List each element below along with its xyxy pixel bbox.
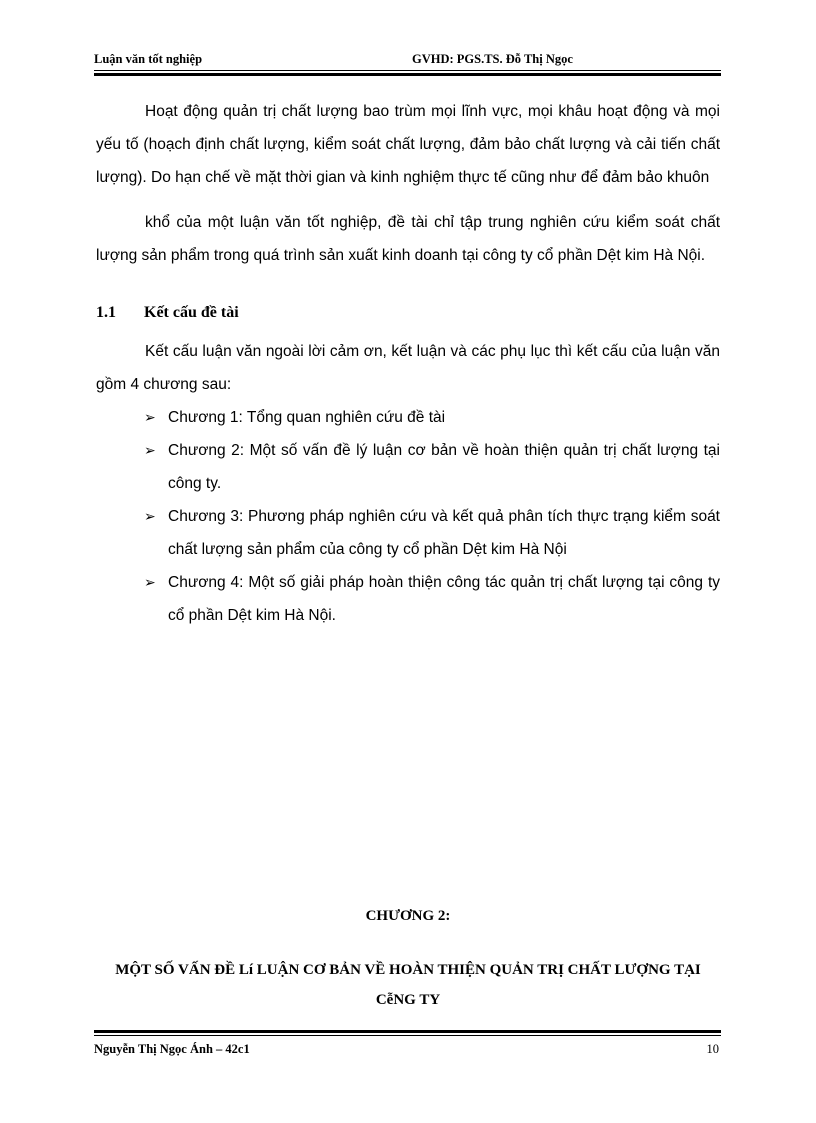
chapter-title: MỘT SỐ VẤN ĐỀ Lí LUẬN CƠ BẢN VỀ HOÀN THIỆN QUẢN TRỊ CHẤT LƯỢNG TẠI CễNG TY: [115, 962, 701, 1008]
chapter-label: CHƯƠNG 2:: [365, 908, 451, 924]
footer-rule-thick: [94, 1030, 721, 1033]
paragraph-scope: [96, 95, 720, 194]
arrow-bullet-icon: ➢: [144, 574, 156, 590]
arrow-bullet-icon: ➢: [144, 508, 156, 524]
page-footer: [94, 1042, 721, 1058]
footer-author: Nguyễn Thị Ngọc Ánh – 42c1: [94, 1042, 250, 1056]
section-title: Kết cấu đề tài: [144, 304, 239, 321]
chapter-list: [96, 401, 720, 632]
chapter-item-2: Chương 2: Một số vấn đề lý luận cơ bản về hoàn thiện quản trị chất lượng tại công ty.: [168, 442, 720, 492]
page-number: 10: [706, 1042, 719, 1056]
section-number: 1.1: [96, 304, 116, 321]
chapter-item-1: Chương 1: Tổng quan nghiên cứu đề tài: [168, 409, 446, 426]
paragraph-1: Hoạt động quản trị chất lượng bao trùm mọi lĩnh vực, mọi khâu hoạt động và mọi yếu tố (hoạch định chất lượng, kiểm soát chất lượng, đảm bảo chất lượng và cải tiến chất lượng). Do hạn chế về mặt thời gian và kinh nghiệm thực tế cũng như để đảm bảo khuôn: [96, 103, 720, 186]
paragraph-2: khổ của một luận văn tốt nghiệp, đề tài chỉ tập trung nghiên cứu kiểm soát chất lượng sản phẩm trong quá trình sản xuất kinh doanh tại công ty cổ phần Dệt kim Hà Nội.: [96, 214, 720, 264]
section-intro: Kết cấu luận văn ngoài lời cảm ơn, kết luận và các phụ lục thì kết cấu của luận văn gồm 4 chương sau:: [96, 343, 720, 393]
section-heading: [96, 304, 239, 322]
list-item: [96, 434, 720, 500]
paragraph-scope-2: [96, 206, 720, 272]
arrow-bullet-icon: ➢: [144, 442, 156, 458]
chapter-item-3: Chương 3: Phương pháp nghiên cứu và kết quả phân tích thực trạng kiểm soát chất lượng sản phẩm của công ty cổ phần Dệt kim Hà Nội: [168, 508, 720, 558]
page-header: [94, 52, 721, 68]
list-item: [96, 566, 720, 632]
arrow-bullet-icon: ➢: [144, 409, 156, 425]
header-rule-thin: [94, 70, 721, 71]
header-thesis-label: Luận văn tốt nghiệp: [94, 52, 203, 66]
list-item: [96, 500, 720, 566]
header-supervisor: GVHD: PGS.TS. Đỗ Thị Ngọc: [412, 52, 573, 66]
chapter-item-4: Chương 4: Một số giải pháp hoàn thiện công tác quản trị chất lượng tại công ty cổ phần Dệt kim Hà Nội.: [168, 574, 720, 624]
header-rule-thick: [94, 73, 721, 76]
footer-rule-thin: [94, 1035, 721, 1036]
section-body: [96, 335, 720, 632]
list-item: [96, 401, 720, 434]
